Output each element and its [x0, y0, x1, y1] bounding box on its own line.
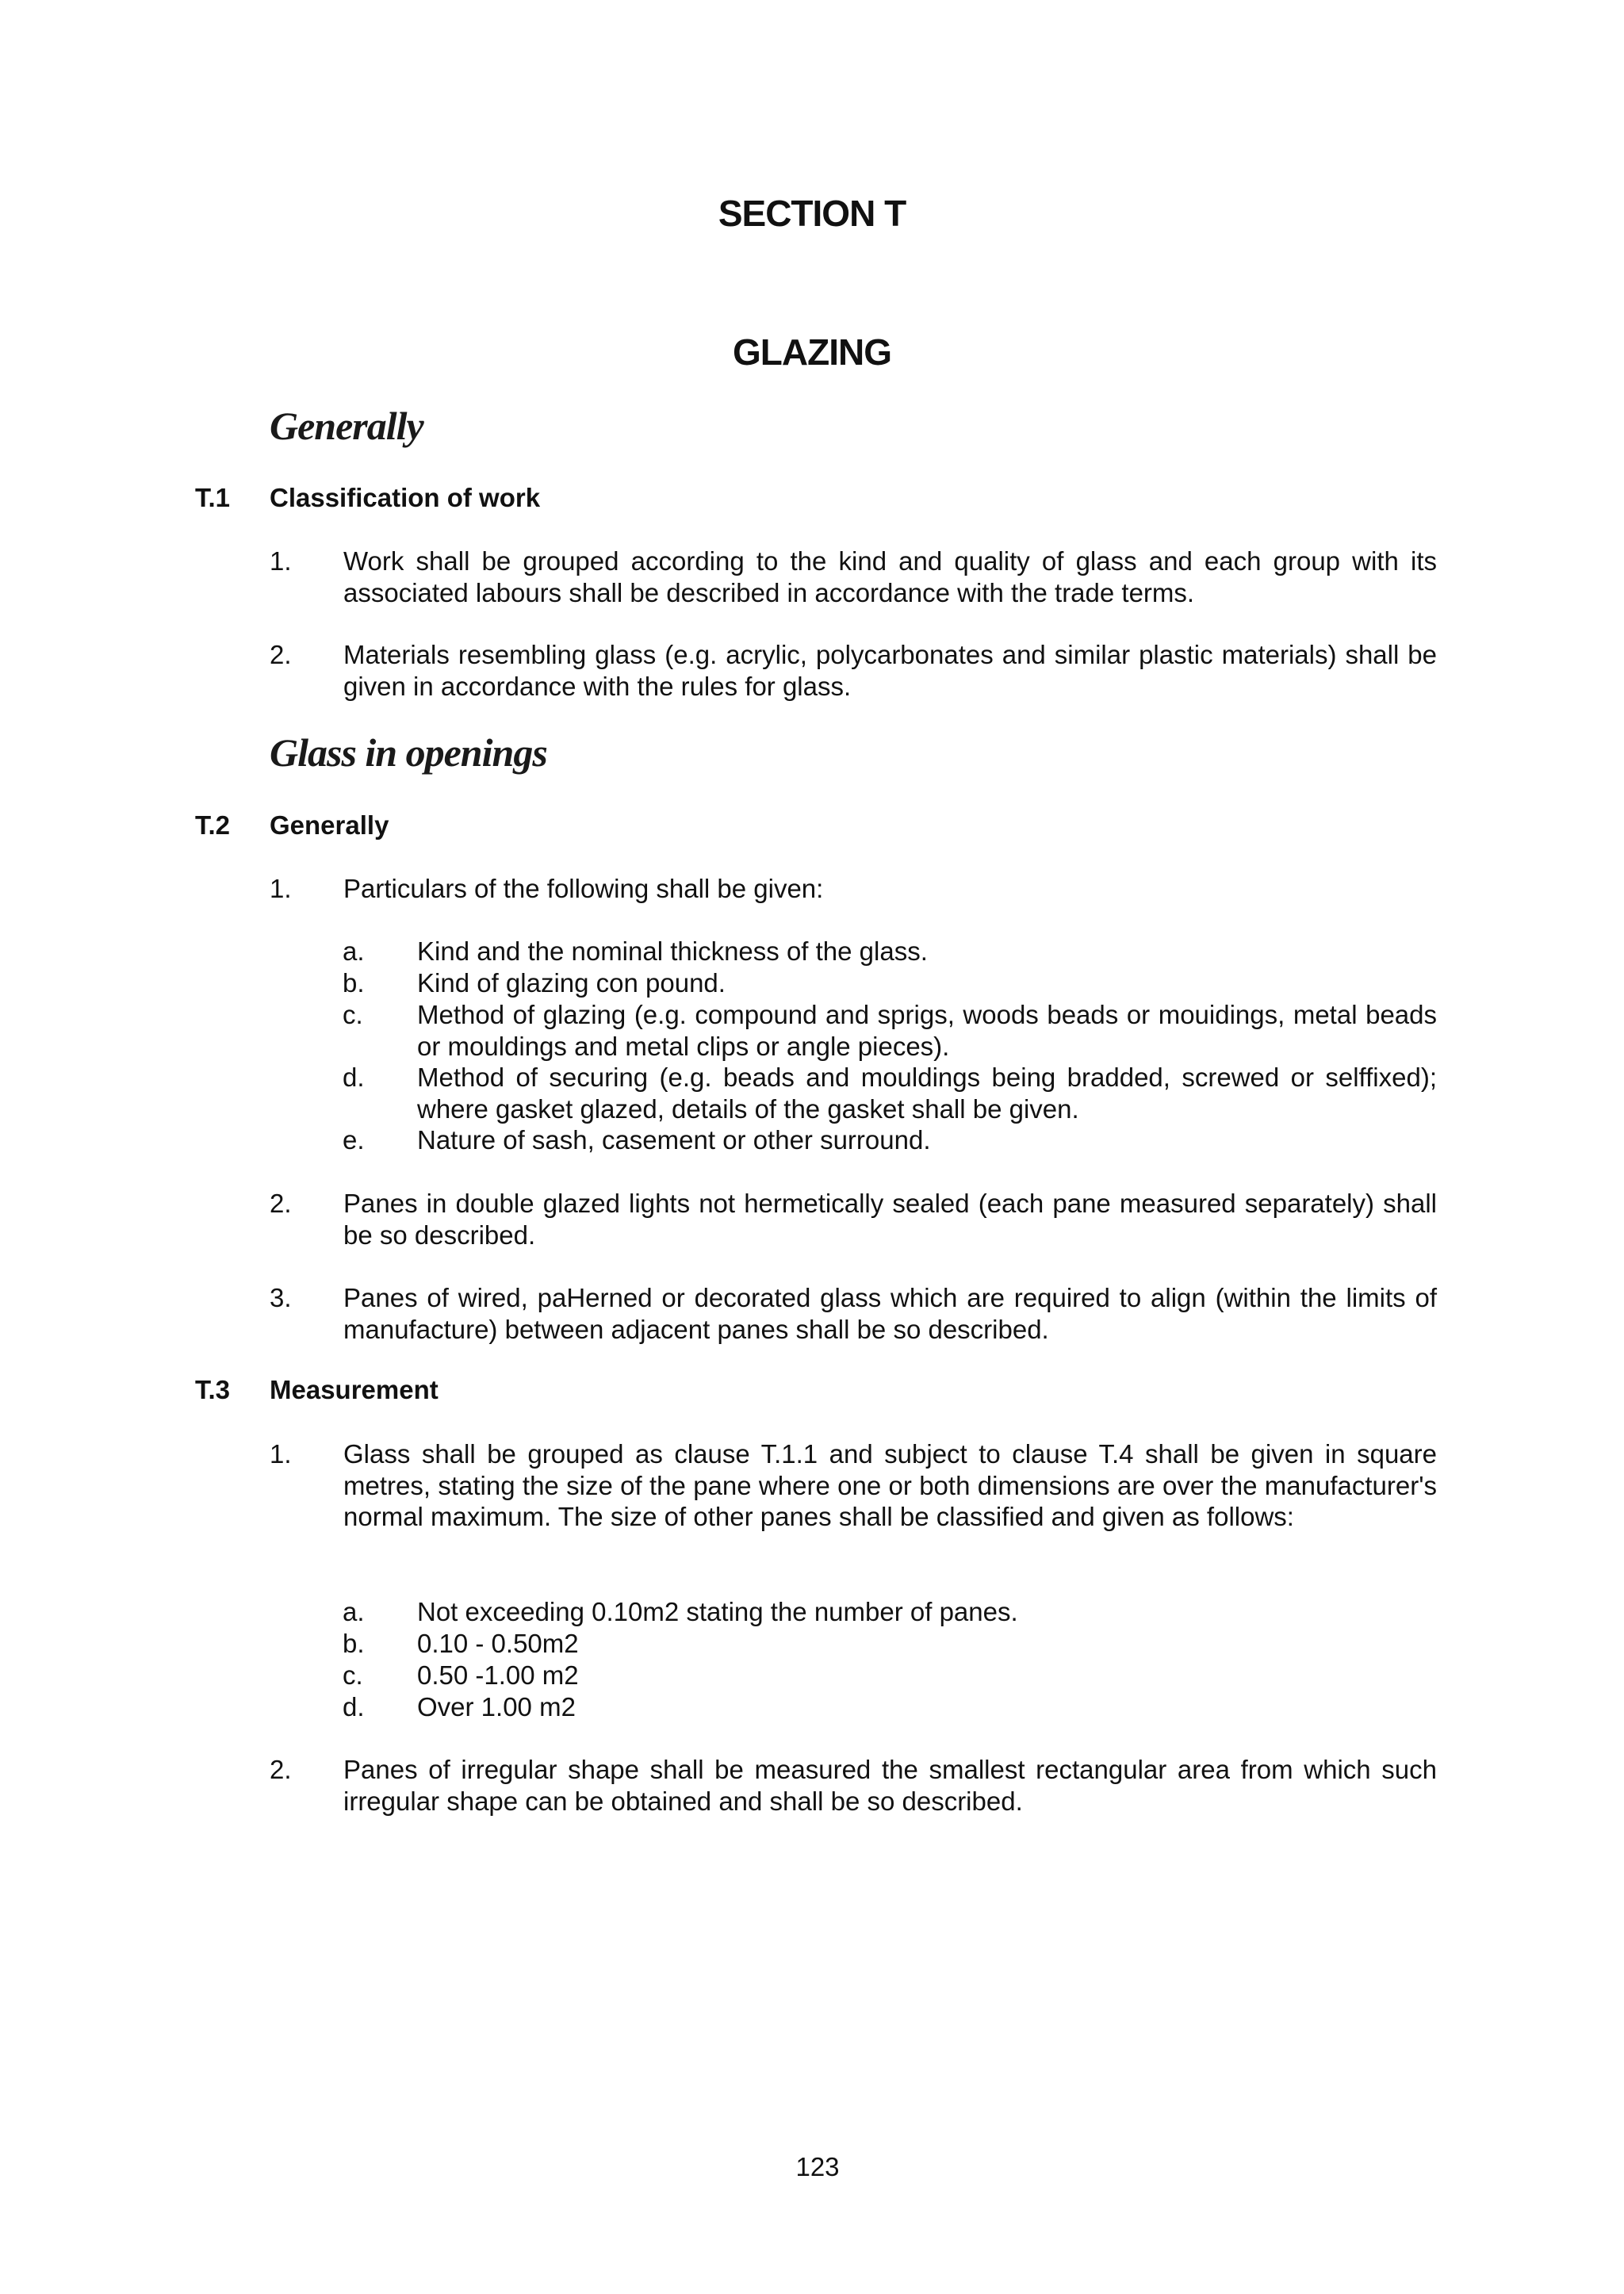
subitem-text: Over 1.00 m2: [417, 1692, 576, 1721]
subitem-text: Kind of glazing con pound.: [417, 968, 726, 998]
subitem-t2-1-e: [343, 1124, 1437, 1156]
subitem-letter: a.: [343, 1597, 365, 1626]
subitem-text: 0.10 - 0.50m2: [417, 1629, 579, 1658]
subitem-letter: d.: [343, 1692, 365, 1721]
item-number: 1.: [270, 874, 292, 903]
item-text: Work shall be grouped according to the kind and quality of glass and each group with its associated labours shall be described in accordance with the trade terms.: [343, 546, 1437, 607]
subitem-t2-1-a: [343, 936, 1437, 967]
clause-item-t2-2: [270, 1188, 1437, 1250]
item-number: 2.: [270, 1755, 292, 1784]
clause-item-t3-1: [270, 1438, 1437, 1533]
item-number: 3.: [270, 1283, 292, 1312]
subitem-letter: c.: [343, 1000, 363, 1029]
subitem-letter: c.: [343, 1660, 363, 1690]
subitem-t3-1-c: [343, 1660, 1437, 1691]
subitem-letter: d.: [343, 1063, 365, 1092]
clause-number: T.1: [195, 483, 231, 512]
clause-item-t2-3: [270, 1282, 1437, 1345]
clause-heading-t1: [195, 483, 540, 513]
page-number: 123: [795, 2152, 840, 2181]
item-number: 1.: [270, 1439, 292, 1469]
clause-title: Classification of work: [270, 483, 541, 512]
clause-number: T.3: [195, 1375, 231, 1404]
item-text: Panes in double glazed lights not hermetically sealed (each pane measured separately) shall be so described.: [343, 1189, 1437, 1250]
subitem-t2-1-c: [343, 999, 1437, 1062]
item-text: Panes of irregular shape shall be measured the smallest rectangular area from which such irregular shape can be obtained and shall be so described.: [343, 1755, 1437, 1816]
item-text: Glass shall be grouped as clause T.1.1 and subject to clause T.4 shall be given in square metres, stating the size of the pane where one or both dimensions are over the manufacturer's normal maximum. The size of other panes shall be classified and given as follows:: [343, 1439, 1437, 1531]
subitem-t3-1-b: [343, 1628, 1437, 1660]
subitem-letter: b.: [343, 1629, 365, 1658]
clause-heading-t2: [195, 810, 389, 841]
subitem-t2-1-d: [343, 1062, 1437, 1124]
clause-title: Measurement: [270, 1375, 439, 1404]
clause-item-t2-1: [270, 873, 1437, 905]
item-number: 2.: [270, 1189, 292, 1218]
clause-title: Generally: [270, 810, 389, 840]
subitem-letter: e.: [343, 1125, 365, 1155]
item-number: 2.: [270, 640, 292, 669]
clause-item-t3-2: [270, 1754, 1437, 1817]
subitem-text: Kind and the nominal thickness of the glass.: [417, 936, 928, 966]
group-heading-glass-in-openings: Glass in openings: [270, 730, 547, 775]
item-text: Panes of wired, paHerned or decorated glass which are required to align (within the limits of manufacture) between adjacent panes shall be so described.: [343, 1283, 1437, 1344]
subitem-letter: b.: [343, 968, 365, 998]
clause-item-t1-1: [270, 546, 1437, 608]
item-text: Materials resembling glass (e.g. acrylic, polycarbonates and similar plastic materials) shall be given in accordance with the rules for glass.: [343, 640, 1437, 701]
subitem-text: Method of glazing (e.g. compound and sprigs, woods beads or mouidings, metal beads or mouldings and metal clips or angle pieces).: [417, 1000, 1437, 1061]
subitem-t3-1-a: [343, 1596, 1437, 1628]
section-title: SECTION T: [718, 193, 906, 234]
subitem-text: Not exceeding 0.10m2 stating the number of panes.: [417, 1597, 1018, 1626]
subitem-text: Method of securing (e.g. beads and mouldings being bradded, screwed or selffixed); where gasket glazed, details of the gasket shall be given.: [417, 1063, 1437, 1124]
item-text: Particulars of the following shall be given:: [343, 874, 824, 903]
clause-item-t1-2: [270, 639, 1437, 702]
group-heading-generally: Generally: [270, 404, 423, 448]
clause-number: T.2: [195, 810, 231, 840]
subitem-text: 0.50 -1.00 m2: [417, 1660, 579, 1690]
subitem-t2-1-b: [343, 967, 1437, 999]
subitem-t3-1-d: [343, 1691, 1437, 1723]
subitem-letter: a.: [343, 936, 365, 966]
clause-heading-t3: [195, 1375, 439, 1405]
subitem-text: Nature of sash, casement or other surround.: [417, 1125, 931, 1155]
item-number: 1.: [270, 546, 292, 576]
section-name: GLAZING: [733, 331, 891, 373]
